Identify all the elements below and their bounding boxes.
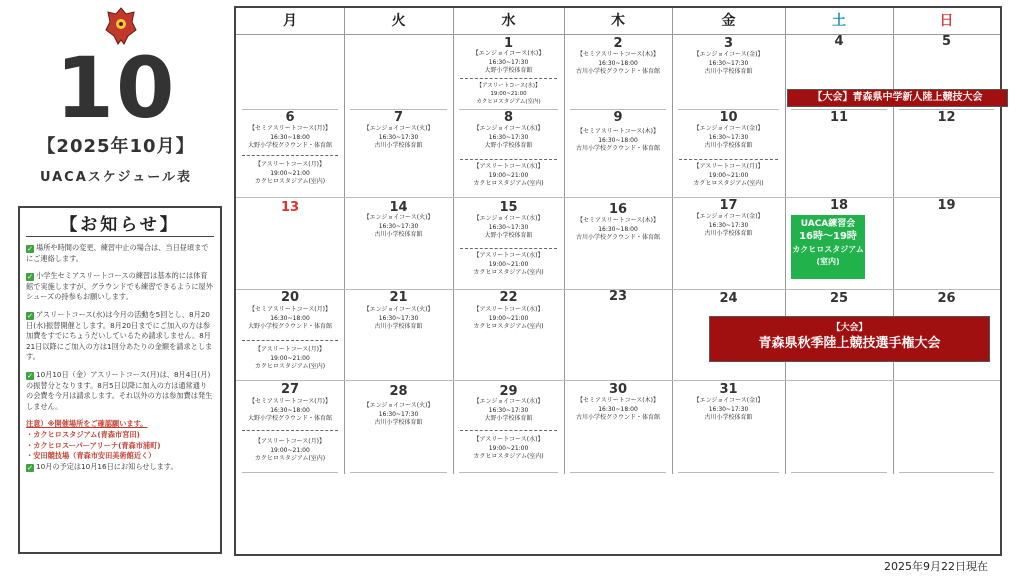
as-of-date: 2025年9月22日現在 <box>884 560 988 573</box>
event-wed-athlete: 【アスリートコース(水)】 19:00~21:00 カクヒロスタジアム(室内) <box>476 83 541 105</box>
dashed-divider <box>460 430 557 431</box>
junior-meet-banner: 【大会】青森県中学新人陸上競技大会 <box>787 89 1008 107</box>
event-fri-enjoy: 【エンジョイコース(金)】 16:30~17:30 古川小学校体育館 <box>693 213 764 237</box>
row-divider <box>678 472 779 473</box>
venue-item: ・カクヒロスーパーアリーナ(青森市浦町) <box>26 440 161 450</box>
event-wed-athlete: 【アスリートコース(水)】 19:00~21:00 カクヒロスタジアム(室内) <box>473 306 544 330</box>
day-24: 24 <box>719 291 738 306</box>
day-30: 30 <box>608 382 628 397</box>
day-2: 2 <box>613 36 623 51</box>
event-wed-athlete: 【アスリートコース(水)】 19:00~21:00 カクヒロスタジアム(室内) <box>473 436 544 460</box>
row-divider <box>459 472 558 473</box>
dashed-divider <box>460 78 557 79</box>
day-16: 16 <box>608 202 628 217</box>
year-month-label: 【2025年10月】 <box>37 136 195 157</box>
row-divider <box>350 472 447 473</box>
day-1: 1 <box>503 36 514 51</box>
event-mon-semi: 【セミアスリートコース(月)】 16:30~18:00 大野小学校グラウンド・体育館 <box>247 306 332 330</box>
event-tue-enjoy: 【エンジョイコース(火)】 16:30~17:30 古川小学校体育館 <box>363 125 434 149</box>
day-31: 31 <box>719 382 738 397</box>
event-mon-semi: 【セミアスリートコース(月)】 16:30~18:00 大野小学校グラウンド・体育館 <box>247 125 332 149</box>
event-mon-athlete: 【アスリートコース(月)】 19:00~21:00 カクヒロスタジアム(室内) <box>254 438 326 462</box>
dashed-divider <box>679 159 778 160</box>
row-divider <box>570 472 666 473</box>
day-27: 27 <box>280 382 300 397</box>
weekday-header-mon: 月 <box>283 13 297 29</box>
dashed-divider <box>242 430 338 431</box>
notice-item: ✓ 10月10日（金）アスリートコース(月)は、8月4日(月)の振替分となります。8月5日以降に加入の方は通常通りの会費を今月は請求します。それ以外の方は参加費は発生しません。 <box>26 369 213 411</box>
day-12: 12 <box>937 110 956 125</box>
day-25: 25 <box>829 291 849 306</box>
notice-item: ✓ 場所や時間の変更、練習中止の場合は、当日昼頃までにご連絡します。 <box>26 243 209 263</box>
day-19: 19 <box>937 198 956 213</box>
dashed-divider <box>242 155 338 156</box>
event-tue-enjoy: 【エンジョイコース(火)】 16:30~17:30 古川小学校体育館 <box>363 306 434 330</box>
notice-item: ✓ アスリートコース(水)は今月の活動を5回とし、8月20日(水)振替開催とします。8月20日までにご加入の方は参加費をすでにちょうだいしているため請求しません。8月21日以降にご加入の方は1回分あたりの金額を請求とします。 <box>26 309 213 362</box>
day-10: 10 <box>719 110 738 125</box>
weekday-header-thu: 木 <box>611 13 625 29</box>
column-divider <box>785 8 786 474</box>
weekday-header-fri: 金 <box>721 13 736 29</box>
column-divider <box>893 8 894 474</box>
day-17: 17 <box>719 198 738 213</box>
day-22: 22 <box>499 290 518 305</box>
event-thu-semi: 【セミアスリートコース(木)】 16:30~18:00 古川小学校グラウンド・体育館 <box>575 217 660 241</box>
day-8: 8 <box>503 110 514 125</box>
month-number: 10 <box>55 39 177 137</box>
notice-body <box>20 237 220 472</box>
event-wed-athlete: 【アスリートコース(水)】 19:00~21:00 カクヒロスタジアム(室内) <box>473 252 544 276</box>
event-wed-enjoy: 【エンジョイコース(水)】 16:30~17:30 大野小学校体育館 <box>473 215 544 239</box>
caution-title: 注意）※開催場所をご確認願います。 <box>26 419 148 429</box>
venue-item: ・カクヒロスタジアム(青森市宮田) <box>26 429 140 439</box>
day-4: 4 <box>834 34 844 49</box>
day-3: 3 <box>723 36 734 51</box>
day-14: 14 <box>389 200 408 215</box>
event-tue-enjoy: 【エンジョイコース(火)】 16:30~17:30 古川小学校体育館 <box>363 402 434 426</box>
event-fri-athlete: 【アスリートコース(月)】 19:00~21:00 カクヒロスタジアム(室内) <box>693 163 764 187</box>
calendar-grid <box>234 6 1002 556</box>
event-fri-enjoy: 【エンジョイコース(金)】 16:30~17:30 古川小学校体育館 <box>693 51 764 75</box>
event-mon-athlete: 【アスリートコース(月)】 19:00~21:00 カクヒロスタジアム(室内) <box>254 161 326 185</box>
event-wed-athlete: 【アスリートコース(水)】 19:00~21:00 カクヒロスタジアム(室内) <box>473 163 544 187</box>
day-15: 15 <box>499 200 518 215</box>
event-wed-enjoy: 【エンジョイコース(水)】 16:30~17:30 大野小学校体育館 <box>472 50 545 74</box>
autumn-championship-banner: 【大会】 青森県秋季陸上競技選手権大会 <box>709 316 990 362</box>
weekday-header-sun: 日 <box>939 13 954 29</box>
event-mon-athlete: 【アスリートコース(月)】 19:00~21:00 カクヒロスタジアム(室内) <box>254 346 326 370</box>
event-wed-enjoy: 【エンジョイコース(水)】 16:30~17:30 大野小学校体育館 <box>473 125 544 149</box>
day-6: 6 <box>285 110 295 125</box>
dashed-divider <box>460 159 557 160</box>
notice-box <box>18 206 222 554</box>
event-thu-semi: 【セミアスリートコース(木)】 16:30~18:00 古川小学校グラウンド・体育館 <box>575 397 660 421</box>
day-9: 9 <box>613 110 623 125</box>
dashed-divider <box>242 340 338 341</box>
check-icon: ✓ <box>27 371 33 380</box>
event-mon-semi: 【セミアスリートコース(月)】 16:30~18:00 大野小学校グラウンド・体育館 <box>247 398 332 422</box>
row-divider <box>236 380 1000 381</box>
day-21: 21 <box>389 290 408 305</box>
check-icon: ✓ <box>27 463 33 472</box>
row-divider <box>899 472 994 473</box>
day-20: 20 <box>280 290 300 305</box>
event-fri-enjoy: 【エンジョイコース(金)】 16:30~17:30 古川小学校体育館 <box>693 125 764 149</box>
day-29: 29 <box>499 384 518 399</box>
schedule-subtitle: UACAスケジュール表 <box>39 170 193 185</box>
event-thu-semi: 【セミアスリートコース(木)】 16:30~18:00 古川小学校グラウンド・体育館 <box>575 51 660 75</box>
day-5: 5 <box>941 34 952 49</box>
event-tue-enjoy: 【エンジョイコース(火)】 16:30~17:30 古川小学校体育館 <box>363 214 434 238</box>
day-11: 11 <box>829 110 849 125</box>
check-icon: ✓ <box>27 273 33 282</box>
dashed-divider <box>460 248 557 249</box>
row-divider <box>791 472 887 473</box>
event-fri-enjoy: 【エンジョイコース(金)】 16:30~17:30 古川小学校体育館 <box>693 397 764 421</box>
check-icon: ✓ <box>27 245 33 253</box>
notice-item: ✓ 小学生セミアスリートコースの練習は基本的には体育館で実施しますが、グラウンドでも練習できるように屋外シューズの持参もお願いします。 <box>26 271 213 302</box>
event-wed-enjoy: 【エンジョイコース(水)】 16:30~17:30 大野小学校体育館 <box>473 398 544 422</box>
weekday-header-wed: 水 <box>501 13 516 29</box>
day-23: 23 <box>608 289 628 304</box>
left-panel <box>0 0 232 576</box>
day-13-holiday: 13 <box>280 200 300 215</box>
row-divider <box>242 472 338 473</box>
venue-item: ・安田競技場（青森市安田美術館近く） <box>26 451 156 461</box>
weekday-header-sat: 土 <box>832 13 846 29</box>
day-18: 18 <box>829 198 849 213</box>
practice-session-box: UACA練習会 16時〜19時 カクヒロスタジアム (室内) <box>791 215 865 279</box>
day-26: 26 <box>937 291 956 306</box>
day-28: 28 <box>389 384 408 399</box>
weekday-header-tue: 火 <box>391 13 406 29</box>
day-7: 7 <box>393 110 404 125</box>
notice-title: 【お知らせ】 <box>26 208 214 237</box>
event-thu-semi: 【セミアスリートコース(木)】 16:30~18:00 古川小学校グラウンド・体育館 <box>575 128 660 152</box>
check-icon: ✓ <box>27 311 33 320</box>
notice-item: ✓ 10月の予定は10月16日にお知らせします。 <box>27 461 178 472</box>
